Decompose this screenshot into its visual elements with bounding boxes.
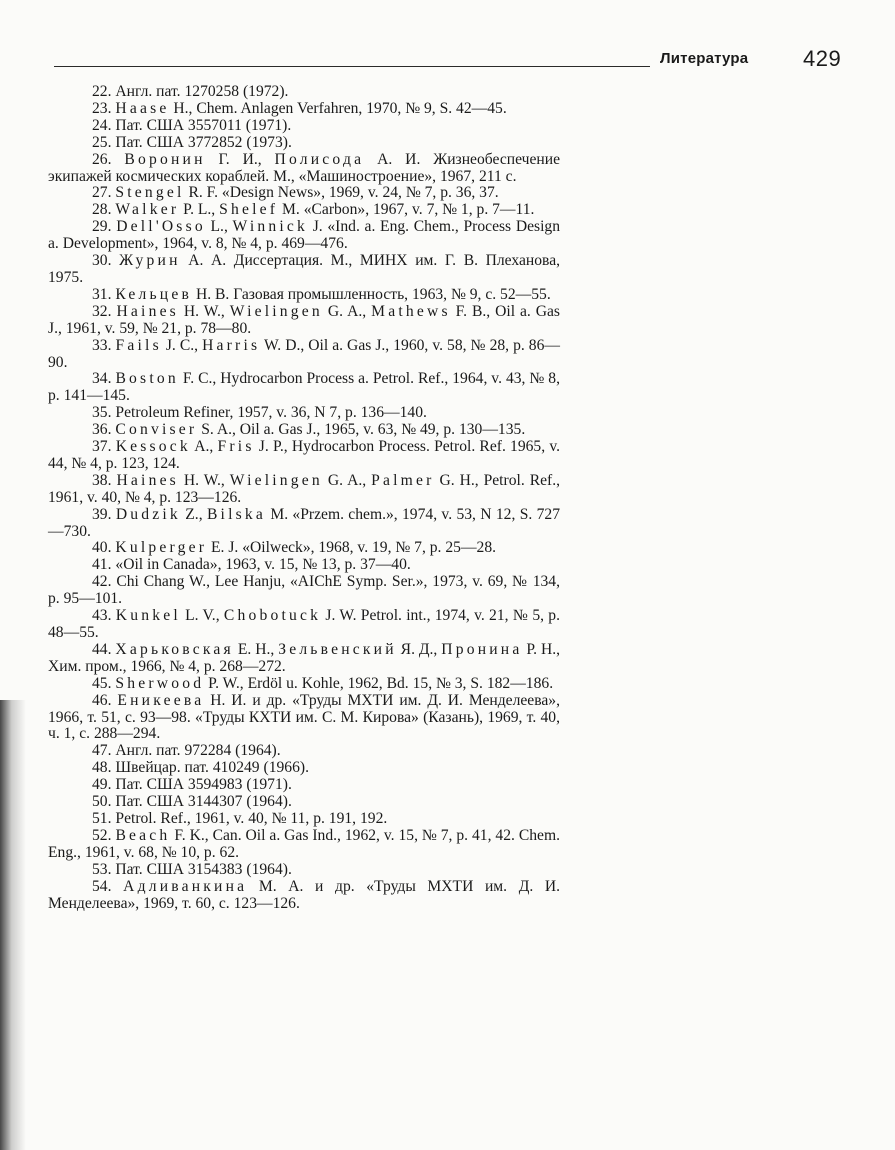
reference-number: 42. bbox=[92, 573, 117, 591]
reference-text: А. И. Жизнеобеспечение экипажей космических кораблей. М., «Машиностроение», 1967, 211 с. bbox=[48, 150, 560, 185]
reference-item bbox=[48, 405, 560, 422]
reference-number: 48. bbox=[92, 759, 116, 777]
reference-author: Wielingen bbox=[229, 302, 323, 320]
reference-text: Н. В. Газовая промышленность, 1963, № 9, с. 52—55. bbox=[192, 285, 551, 303]
reference-number: 31. bbox=[92, 285, 116, 303]
reference-author: Shelef bbox=[219, 201, 279, 219]
reference-item bbox=[48, 101, 560, 118]
reference-author: Кельцев bbox=[115, 285, 193, 303]
reference-number: 49. bbox=[92, 776, 116, 794]
running-head-title: Литература bbox=[660, 50, 749, 67]
reference-number: 22. bbox=[92, 83, 116, 100]
header-rule bbox=[54, 66, 650, 67]
reference-number: 29. bbox=[92, 218, 117, 236]
reference-text: R. F. «Design News», 1969, v. 24, № 7, p. 36, 37. bbox=[184, 184, 499, 202]
reference-author: Fris bbox=[217, 438, 255, 456]
reference-text: G. H., Petrol. Ref., 1961, v. 40, № 4, p. 123—126. bbox=[48, 471, 561, 506]
reference-author: Bilska bbox=[206, 505, 266, 523]
reference-item bbox=[48, 287, 560, 304]
reference-author: Еникеева bbox=[117, 691, 205, 709]
reference-text: F. B., Oil a. Gas J., 1961, v. 59, № 21, p. 78—80. bbox=[48, 302, 561, 337]
reference-text: Е. Н., bbox=[233, 640, 279, 658]
reference-text: P. L., bbox=[179, 201, 220, 219]
reference-number: 34. bbox=[92, 370, 116, 388]
reference-number: 51. bbox=[92, 809, 116, 827]
reference-text: Пат. США 3154383 (1964). bbox=[115, 860, 292, 878]
reference-text: E. J. «Oilweck», 1968, v. 19, № 7, p. 25—28. bbox=[207, 539, 497, 557]
reference-author: Haase bbox=[115, 99, 170, 117]
reference-item bbox=[48, 304, 560, 338]
reference-number: 27. bbox=[92, 184, 116, 202]
reference-text: H. W., bbox=[178, 302, 230, 320]
reference-author: Dell'Osso bbox=[116, 218, 206, 236]
reference-item bbox=[48, 219, 560, 253]
reference-text: A., bbox=[190, 438, 218, 456]
page-number: 429 bbox=[803, 46, 842, 71]
reference-item bbox=[48, 743, 560, 760]
reference-text: L. V., bbox=[180, 607, 224, 625]
reference-author: Воронин bbox=[124, 150, 206, 168]
reference-item bbox=[48, 507, 560, 541]
reference-author: Kessock bbox=[115, 438, 191, 456]
page-edge-shadow bbox=[0, 700, 26, 1150]
reference-item bbox=[48, 118, 560, 135]
reference-text: J. C., bbox=[161, 336, 203, 354]
reference-number: 35. bbox=[92, 404, 116, 422]
reference-text: M. «Przem. chem.», 1974, v. 53, N 12, S. 727—730. bbox=[48, 505, 560, 540]
reference-author: Пронина bbox=[441, 640, 523, 658]
reference-text: F. C., Hydrocarbon Process a. Petrol. Ref., 1964, v. 43, № 8, p. 141—145. bbox=[48, 370, 560, 405]
reference-author: Conviser bbox=[115, 421, 198, 439]
page-header bbox=[50, 44, 850, 74]
reference-item bbox=[48, 371, 560, 405]
reference-text: L., bbox=[205, 218, 233, 236]
reference-author: Beach bbox=[115, 826, 171, 844]
reference-author: Полисода bbox=[274, 150, 365, 168]
reference-text: G. A., bbox=[322, 471, 372, 489]
reference-author: Адливанкина bbox=[123, 877, 248, 895]
reference-text: Пат. США 3594983 (1971). bbox=[115, 776, 292, 794]
reference-item bbox=[48, 439, 560, 473]
reference-text: J. W. Petrol. int., 1974, v. 21, № 5, p. 48—55. bbox=[48, 607, 560, 641]
reference-text: Англ. пат. 1270258 (1972). bbox=[115, 83, 289, 100]
reference-item bbox=[48, 253, 560, 287]
reference-number: 24. bbox=[92, 116, 116, 134]
reference-author: Mathews bbox=[371, 302, 451, 320]
reference-text: Z., bbox=[180, 505, 207, 523]
reference-text: M. «Carbon», 1967, v. 7, № 1, p. 7—11. bbox=[278, 201, 535, 219]
reference-item bbox=[48, 760, 560, 777]
reference-author: Kulperger bbox=[115, 539, 208, 557]
reference-author: Chobotuck bbox=[223, 607, 322, 625]
reference-number: 44. bbox=[92, 640, 116, 658]
reference-text: H. W., bbox=[178, 471, 230, 489]
reference-number: 37. bbox=[92, 438, 116, 456]
reference-text: Пат. США 3557011 (1971). bbox=[115, 116, 292, 134]
reference-text: А. А. Диссертация. М., МИНХ им. Г. В. Плеханова, 1975. bbox=[48, 252, 561, 286]
reference-item bbox=[48, 473, 560, 507]
reference-text: Англ. пат. 972284 (1964). bbox=[115, 742, 281, 760]
reference-text: J. P., Hydrocarbon Process. Petrol. Ref. 1965, v. 44, № 4, p. 123, 124. bbox=[48, 438, 560, 472]
reference-item bbox=[48, 693, 560, 744]
reference-text: Petrol. Ref., 1961, v. 40, № 11, p. 191, 192. bbox=[115, 809, 388, 827]
reference-number: 39. bbox=[92, 505, 116, 523]
reference-text: Р. Н., Хим. пром., 1966, № 4, р. 268—272. bbox=[48, 640, 561, 675]
reference-number: 43. bbox=[92, 607, 116, 625]
reference-item bbox=[48, 574, 560, 608]
reference-item bbox=[48, 152, 560, 186]
reference-number: 26. bbox=[92, 150, 125, 168]
reference-number: 45. bbox=[92, 674, 116, 692]
reference-text: G. A., bbox=[322, 302, 372, 320]
reference-text: Пат. США 3772852 (1973). bbox=[115, 133, 292, 151]
reference-item bbox=[48, 676, 560, 693]
reference-number: 53. bbox=[92, 860, 116, 878]
reference-author: Palmer bbox=[371, 471, 435, 489]
reference-author: Boston bbox=[115, 370, 179, 388]
reference-number: 47. bbox=[92, 742, 116, 760]
reference-number: 52. bbox=[92, 826, 116, 844]
reference-text: Г. И., bbox=[205, 150, 275, 168]
reference-text: Я. Д., bbox=[396, 640, 442, 658]
reference-text: Швейцар. пат. 410249 (1966). bbox=[115, 759, 309, 777]
reference-author: Stengel bbox=[115, 184, 185, 202]
reference-list bbox=[48, 84, 560, 912]
reference-text: Petroleum Refiner, 1957, v. 36, N 7, p. 136—140. bbox=[115, 404, 427, 422]
reference-number: 23. bbox=[92, 99, 116, 117]
reference-author: Wielingen bbox=[229, 471, 323, 489]
reference-item bbox=[48, 84, 560, 101]
reference-item bbox=[48, 777, 560, 794]
reference-author: Harris bbox=[202, 336, 261, 354]
reference-text: Н. И. и др. «Труды МХТИ им. Д. И. Менделеева», 1966, т. 51, с. 93—98. «Труды КХТИ им. С. М. Кирова» (Казань), 1969, т. 40, ч. 1, с. 288—294. bbox=[48, 691, 560, 743]
reference-item bbox=[48, 338, 560, 372]
reference-author: Haines bbox=[116, 302, 179, 320]
reference-text: «Oil in Canada», 1963, v. 15, № 13, p. 37—40. bbox=[115, 556, 411, 574]
reference-item bbox=[48, 608, 560, 642]
reference-author: Haines bbox=[116, 471, 179, 489]
reference-number: 33. bbox=[92, 336, 116, 354]
reference-author: Журин bbox=[119, 252, 181, 270]
reference-text: J. «Ind. a. Eng. Chem., Process Design a. Development», 1964, v. 8, № 4, p. 469—476. bbox=[48, 218, 560, 253]
reference-author: Winnick bbox=[232, 218, 309, 236]
reference-item bbox=[48, 794, 560, 811]
reference-text: Chi Chang W., Lee Hanju, «AIChE Symp. Ser.», 1973, v. 69, № 134, p. 95—101. bbox=[48, 573, 561, 608]
reference-text: W. D., Oil a. Gas J., 1960, v. 58, № 28, p. 86—90. bbox=[48, 336, 560, 371]
reference-text: F. K., Can. Oil a. Gas Ind., 1962, v. 15, № 7, p. 41, 42. Chem. Eng., 1961, v. 68, № 10, p. 62. bbox=[48, 826, 561, 861]
reference-number: 25. bbox=[92, 133, 116, 151]
reference-text: H., Chem. Anlagen Verfahren, 1970, № 9, S. 42—45. bbox=[169, 99, 507, 117]
reference-number: 54. bbox=[92, 877, 124, 895]
reference-text: S. A., Oil a. Gas J., 1965, v. 63, № 49, p. 130—135. bbox=[197, 421, 526, 439]
reference-number: 46. bbox=[92, 691, 118, 709]
reference-number: 28. bbox=[92, 201, 116, 219]
reference-item bbox=[48, 422, 560, 439]
reference-number: 32. bbox=[92, 302, 117, 320]
reference-text: Пат. США 3144307 (1964). bbox=[115, 793, 292, 811]
reference-author: Харьковская bbox=[115, 640, 234, 658]
reference-item bbox=[48, 202, 560, 219]
reference-item bbox=[48, 185, 560, 202]
reference-number: 38. bbox=[92, 471, 117, 489]
reference-text: P. W., Erdöl u. Kohle, 1962, Bd. 15, № 3, S. 182—186. bbox=[204, 674, 554, 692]
reference-item bbox=[48, 828, 560, 862]
reference-number: 36. bbox=[92, 421, 116, 439]
reference-item bbox=[48, 135, 560, 152]
reference-text: М. А. и др. «Труды МХТИ им. Д. И. Менделеева», 1969, т. 60, с. 123—126. bbox=[48, 877, 561, 912]
reference-number: 40. bbox=[92, 539, 116, 557]
reference-author: Walker bbox=[115, 201, 180, 219]
reference-number: 41. bbox=[92, 556, 116, 574]
reference-item bbox=[48, 811, 560, 828]
reference-item bbox=[48, 862, 560, 879]
reference-author: Зельвенский bbox=[278, 640, 397, 658]
reference-author: Fails bbox=[115, 336, 162, 354]
reference-item bbox=[48, 540, 560, 557]
reference-author: Kunkel bbox=[115, 607, 181, 625]
reference-author: Dudzik bbox=[115, 505, 181, 523]
reference-number: 30. bbox=[92, 252, 120, 270]
reference-item bbox=[48, 557, 560, 574]
reference-item bbox=[48, 879, 560, 913]
reference-number: 50. bbox=[92, 793, 116, 811]
reference-author: Sherwood bbox=[115, 674, 205, 692]
reference-item bbox=[48, 642, 560, 676]
